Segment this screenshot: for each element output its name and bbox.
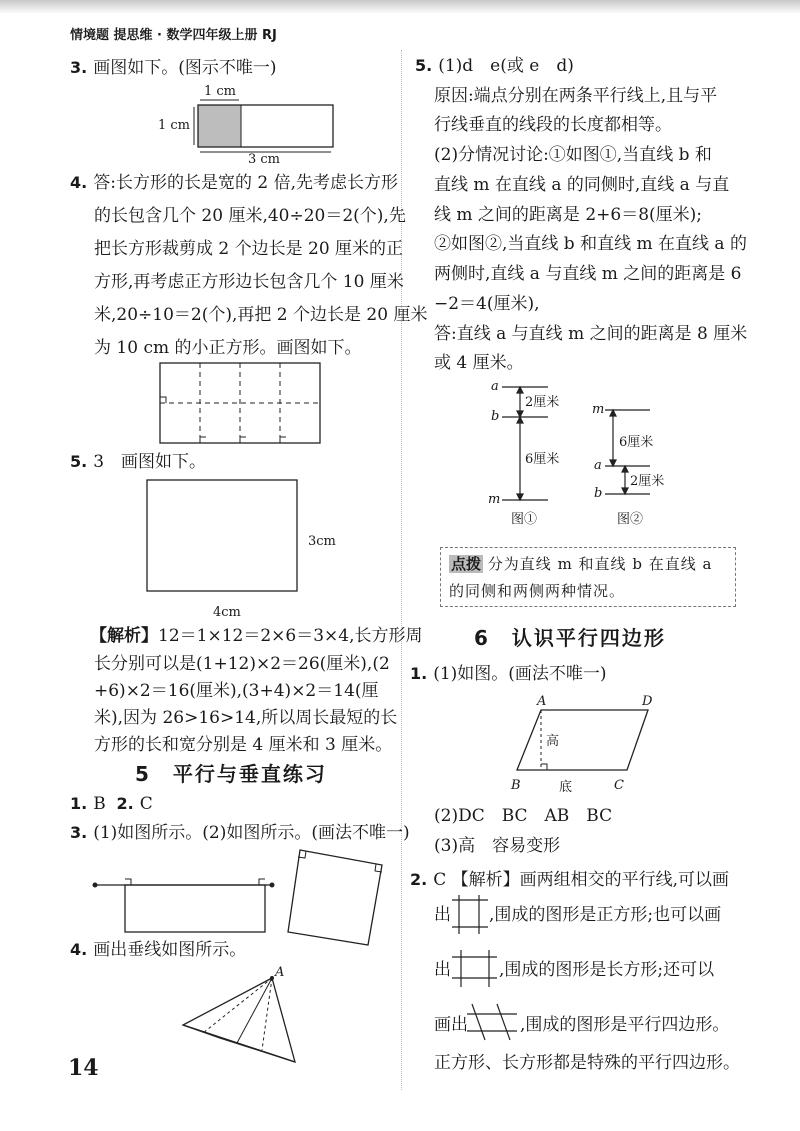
- point-label-a: A: [275, 965, 285, 980]
- text-line: 的长包含几个 20 厘米,40÷20＝2(个),先: [94, 206, 406, 226]
- section-heading-5: 5 平行与垂直练习: [135, 762, 327, 786]
- text-line: 方形的长和宽分别是 4 厘米和 3 厘米。: [94, 735, 393, 755]
- line-label-m: m: [592, 402, 605, 417]
- text-fragment: 画出: [434, 1015, 468, 1035]
- text-line: 行线垂直的线段的长度都相等。: [434, 115, 672, 135]
- text-line: ,围成的图形是正方形;也可以画: [489, 905, 722, 925]
- distance-label: 2厘米: [525, 395, 560, 410]
- question-number: 2.: [410, 870, 428, 889]
- text-line: 或 4 厘米。: [434, 353, 524, 373]
- distance-label: 2厘米: [630, 474, 665, 489]
- s6-q1-part2: (2)DC BC AB BC: [434, 806, 613, 826]
- text-line: ,围成的图形是长方形;还可以: [499, 960, 715, 980]
- vertex-label-a: A: [537, 694, 547, 709]
- fig-label-side: 3cm: [308, 534, 336, 549]
- vertex-label-d: D: [642, 694, 653, 709]
- fig-label-top: 1 cm: [204, 84, 237, 99]
- figure-caption-1: 图①: [511, 512, 538, 527]
- tip-label: 点拨: [451, 555, 482, 573]
- text-line: 长分别可以是(1+12)×2＝26(厘米),(2: [94, 654, 390, 674]
- text-line: 线 m 之间的距离是 2+6＝8(厘米);: [434, 205, 703, 225]
- question-number: 4.: [70, 940, 88, 959]
- text-fragment: 出: [434, 905, 451, 925]
- height-label: 高: [546, 734, 560, 749]
- question-number: 1.: [70, 794, 88, 813]
- fig-label-bottom: 3 cm: [248, 152, 281, 167]
- line-label-m: m: [488, 492, 501, 507]
- text-line: ,围成的图形是平行四边形。: [520, 1015, 730, 1035]
- text-line: 米,20÷10＝2(个),再把 2 个边长是 20 厘米: [94, 305, 428, 325]
- question-number: 3.: [70, 823, 88, 842]
- text-fragment: 出: [434, 960, 451, 980]
- question-text: (1)如图。(画法不唯一): [433, 664, 607, 684]
- answer: B: [93, 794, 106, 814]
- question-text: 3 画图如下。: [93, 452, 207, 472]
- vertex-label-c: C: [614, 778, 624, 793]
- text-line: +6)×2＝16(厘米),(3+4)×2＝14(厘: [94, 681, 379, 701]
- question-text: 画图如下。(图示不唯一): [93, 58, 277, 78]
- question-text: 画出垂线如图所示。: [93, 940, 247, 960]
- text-line: ②如图②,当直线 b 和直线 m 在直线 a 的: [434, 234, 747, 254]
- text-line: 为 10 cm 的小正方形。画图如下。: [94, 338, 362, 358]
- tip-text: 分为直线 m 和直线 b 在直线 a: [487, 555, 713, 573]
- text-line: 把长方形裁剪成 2 个边长是 20 厘米的正: [94, 239, 404, 259]
- question-number: 4.: [70, 173, 88, 192]
- fig-label-side: 1 cm: [158, 118, 191, 133]
- tip-text: 的同侧和两侧两种情况。: [449, 582, 626, 600]
- figure-caption-2: 图②: [617, 512, 644, 527]
- fig-label-bottom: 4cm: [213, 605, 241, 620]
- line-label-b: b: [594, 486, 603, 501]
- text-line: 原因:端点分别在两条平行线上,且与平: [434, 86, 718, 106]
- text-line: 两侧时,直线 a 与直线 m 之间的距离是 6: [434, 264, 742, 284]
- text-line: 答:长方形的长是宽的 2 倍,先考虑长方形: [93, 173, 398, 193]
- vertex-label-b: B: [511, 778, 521, 793]
- section-heading-6: 6 认识平行四边形: [474, 626, 666, 650]
- text-line: −2＝4(厘米),: [434, 294, 540, 314]
- question-text: (1)如图所示。(2)如图所示。(画法不唯一): [93, 823, 410, 843]
- text-line: 直线 m 在直线 a 的同侧时,直线 a 与直: [434, 175, 730, 195]
- analysis-label: 【解析】: [90, 626, 158, 646]
- question-number: 5.: [415, 56, 433, 75]
- text-line: 方形,再考虑正方形边长包含几个 10 厘米: [94, 272, 404, 292]
- text-line: C 【解析】画两组相交的平行线,可以画: [433, 870, 730, 890]
- question-number: 2.: [116, 794, 134, 813]
- text-line: 12＝1×12＝2×6＝3×4,长方形周: [158, 626, 423, 646]
- distance-label: 6厘米: [619, 435, 654, 450]
- text-line: 答:直线 a 与直线 m 之间的距离是 8 厘米: [434, 324, 748, 344]
- page-number: 14: [68, 1055, 99, 1081]
- line-label-b: b: [491, 409, 500, 424]
- base-label: 底: [559, 780, 573, 795]
- s6-q1-part3: (3)高 容易变形: [434, 836, 561, 856]
- answer: C: [139, 794, 153, 814]
- text-line: 米),因为 26>16>14,所以周长最短的长: [94, 708, 398, 728]
- line-label-a: a: [491, 379, 499, 394]
- text-line: 正方形、长方形都是特殊的平行四边形。: [434, 1053, 740, 1073]
- line-label-a: a: [594, 458, 602, 473]
- question-number: 3.: [70, 58, 88, 77]
- distance-label: 6厘米: [525, 452, 560, 467]
- question-number: 5.: [70, 452, 88, 471]
- question-number: 1.: [410, 664, 428, 683]
- text-line: (1)d e(或 e d): [438, 56, 574, 76]
- text-line: (2)分情况讨论:①如图①,当直线 b 和: [434, 145, 712, 165]
- running-header: 情境题 提思维 · 数学四年级上册 RJ: [70, 28, 277, 43]
